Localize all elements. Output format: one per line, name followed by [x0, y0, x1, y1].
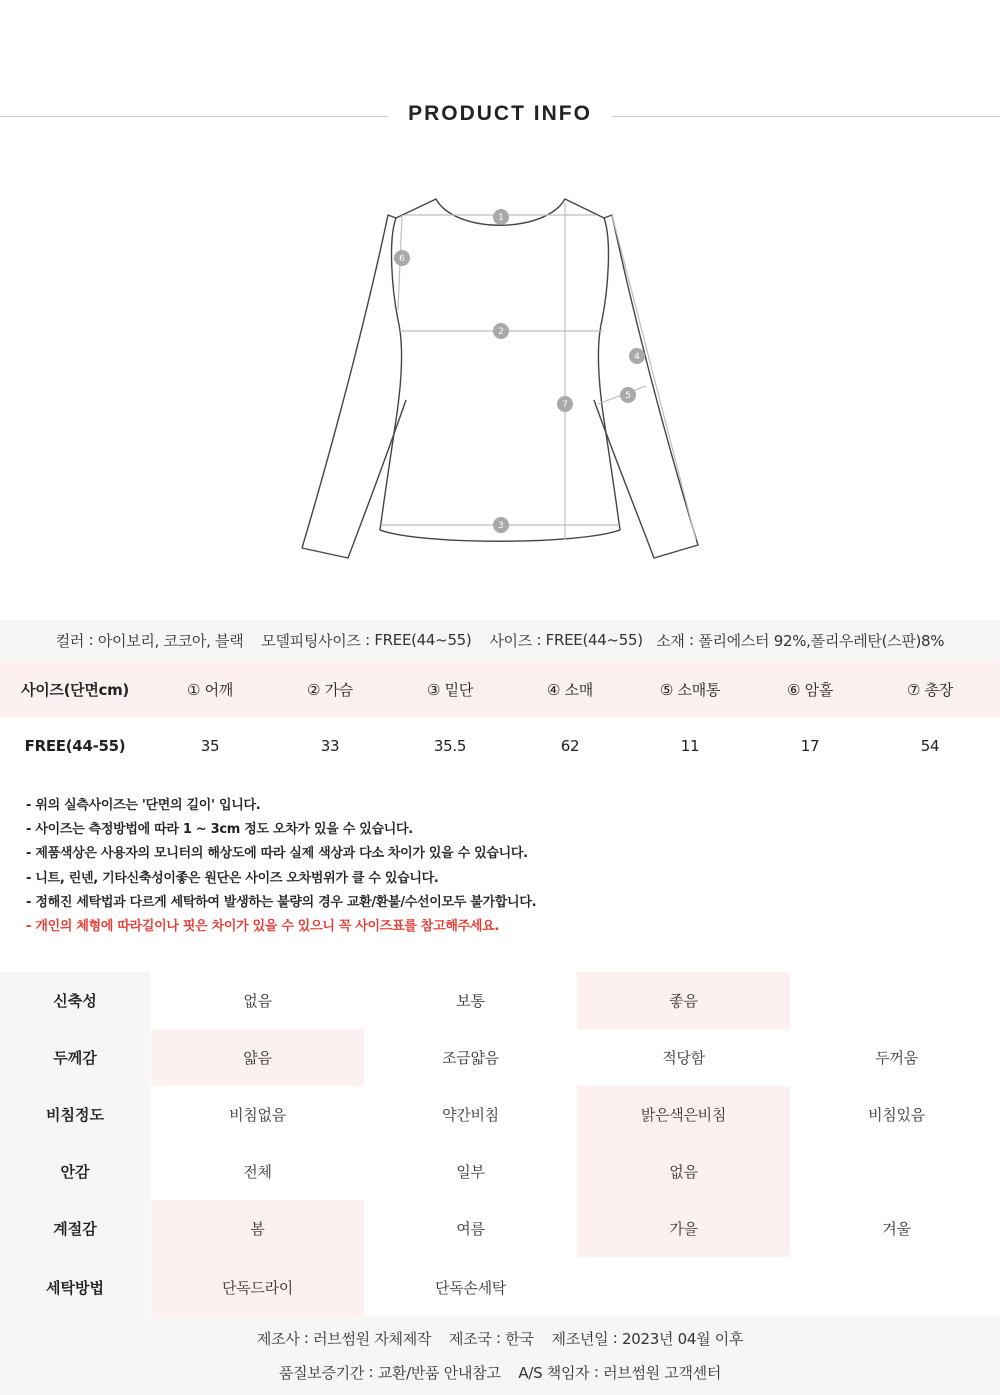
size-header-cell: ⑥ 암홀 [787, 680, 833, 699]
marker-5 [620, 387, 636, 403]
size-cell: 54 [920, 737, 940, 755]
attribute-option: 겨울 [882, 1220, 911, 1238]
marker-4 [629, 348, 645, 364]
note-item: - 제품색상은 사용자의 모니터의 해상도에 따라 실제 색상과 다소 차이가 있을 수 있습니다. [26, 846, 528, 862]
attribute-option: 두꺼움 [875, 1049, 918, 1067]
attribute-option: 단독드라이 [151, 1257, 364, 1317]
attribute-option [790, 1257, 1000, 1317]
size-notes [26, 794, 926, 939]
note-item: - 위의 실측사이즈는 '단면의 길이' 입니다. [26, 798, 261, 813]
manufacturer-footer [0, 1317, 1000, 1395]
title-divider-left [0, 116, 388, 117]
attribute-option: 약간비침 [442, 1106, 499, 1124]
footer-line-warranty: 품질보증기간 : 교환/반품 안내참고 A/S 책임자 : 러브썸원 고객센터 [278, 1363, 722, 1382]
size-label: 사이즈 [489, 631, 532, 650]
as-value: 러브썸원 고객센터 [603, 1363, 722, 1382]
fabric-attribute-table [0, 972, 1000, 1317]
note-item: - 사이즈는 측정방법에 따라 1 ~ 3cm 정도 오차가 있을 수 있습니다. [26, 822, 413, 838]
svg-text:6: 6 [399, 254, 405, 264]
attribute-option: 봄 [151, 1200, 364, 1257]
svg-text:5: 5 [625, 391, 631, 401]
svg-text:4: 4 [634, 352, 640, 362]
color-label: 컬러 [55, 631, 85, 650]
size-table-header [0, 660, 1000, 718]
note-item: - 니트, 린넨, 기타신축성이좋은 원단은 사이즈 오차범위가 클 수 있습니다. [26, 870, 439, 886]
measure-line-sleeve [612, 215, 696, 540]
material-label: 소재 [656, 631, 685, 650]
attribute-option: 여름 [456, 1220, 485, 1238]
size-value: FREE(44~55) [545, 631, 643, 649]
model-size-label: 모델피팅사이즈 [261, 631, 361, 650]
attribute-option [577, 1257, 790, 1317]
maker-value: 러브썸원 자체제작 [313, 1329, 432, 1348]
warranty-value: 교환/반품 안내참고 [377, 1363, 501, 1382]
attribute-option [790, 972, 1000, 1029]
size-header-cell: ④ 소매 [547, 680, 593, 699]
size-header-cell: ③ 밑단 [427, 680, 473, 699]
note-item: - 정해진 세탁법과 다르게 세탁하여 발생하는 불량의 경우 교환/환불/수선이모두 불가합니다. [26, 894, 537, 910]
footer-line-maker: 제조사 : 러브썸원 자체제작 제조국 : 한국 제조년일 : 2023년 04월 이후 [256, 1329, 744, 1348]
size-header-cell: 사이즈(단면cm) [21, 680, 129, 699]
title-divider-right [612, 116, 1000, 117]
attribute-option: 가을 [577, 1200, 790, 1257]
size-header-cell: ② 가슴 [307, 680, 353, 699]
country-label: 제조국 [448, 1329, 492, 1348]
attribute-row-sheerness [0, 1086, 1000, 1143]
attribute-row-washing [0, 1257, 1000, 1317]
size-cell: 35.5 [433, 737, 467, 755]
as-label: A/S 책임자 [518, 1363, 590, 1382]
warranty-label: 품질보증기간 [278, 1363, 365, 1382]
attribute-option: 좋음 [577, 972, 790, 1029]
attribute-option [790, 1143, 1000, 1200]
size-header-cell: ⑦ 총장 [907, 680, 953, 699]
svg-text:1: 1 [498, 213, 504, 223]
garment-outline [380, 199, 620, 541]
attribute-label: 계절감 [0, 1200, 150, 1257]
size-cell: 62 [560, 737, 580, 755]
attribute-row-season [0, 1200, 1000, 1257]
attribute-option: 밝은색은비침 [577, 1086, 790, 1143]
size-cell: FREE(44-55) [24, 737, 126, 755]
attribute-option: 얇음 [151, 1029, 364, 1086]
size-header-cell: ⑤ 소매통 [659, 680, 721, 699]
maker-label: 제조사 [256, 1329, 300, 1348]
attribute-label: 세탁방법 [0, 1257, 150, 1317]
attribute-option: 없음 [243, 992, 272, 1010]
marker-2 [493, 323, 509, 339]
attribute-label: 안감 [0, 1143, 150, 1200]
size-cell: 11 [680, 737, 700, 755]
attribute-option: 단독손세탁 [435, 1278, 506, 1297]
attribute-option: 전체 [243, 1163, 272, 1181]
marker-7 [557, 396, 573, 412]
attribute-label: 신축성 [0, 972, 150, 1029]
attribute-option: 없음 [577, 1143, 790, 1200]
date-value: 2023년 04월 이후 [622, 1329, 744, 1348]
page-title: PRODUCT INFO [408, 102, 592, 125]
note-warning: - 개인의 체형에 따라길이나 핏은 차이가 있을 수 있으니 꼭 사이즈표를 참고해주세요. [26, 919, 499, 935]
date-label: 제조년일 [551, 1329, 609, 1348]
marker-3 [493, 517, 509, 533]
size-header-cell: ① 어깨 [187, 680, 233, 699]
garment-measurement-diagram [290, 190, 710, 570]
attribute-option: 적당함 [662, 1049, 705, 1067]
attribute-option: 일부 [456, 1163, 485, 1181]
attribute-row-thickness [0, 1029, 1000, 1086]
size-cell: 35 [200, 737, 220, 755]
marker-1 [493, 209, 509, 225]
product-info-bar: 컬러 : 아이보리, 코코아, 블랙 모델피팅사이즈 : FREE(44~55) 사이즈 : FREE(44~55) 소재 : 폴리에스터 92%,폴리우레탄(스판)8% [0, 620, 1000, 660]
attribute-option: 보통 [456, 992, 485, 1010]
size-cell: 17 [800, 737, 820, 755]
attribute-row-stretch [0, 972, 1000, 1029]
model-size-value: FREE(44~55) [374, 631, 472, 649]
svg-text:7: 7 [562, 400, 568, 410]
attribute-row-lining [0, 1143, 1000, 1200]
country-value: 한국 [505, 1329, 534, 1348]
attribute-option: 비침있음 [868, 1106, 925, 1124]
section-title-row [0, 102, 1000, 130]
size-cell: 33 [320, 737, 340, 755]
table-row [0, 718, 1000, 774]
material-value: 폴리에스터 92%,폴리우레탄(스판)8% [698, 631, 945, 650]
left-sleeve-outline [302, 215, 406, 558]
color-value: 아이보리, 코코아, 블랙 [97, 631, 244, 650]
svg-text:3: 3 [498, 521, 504, 531]
size-table [0, 660, 1000, 774]
attribute-label: 비침정도 [0, 1086, 150, 1143]
attribute-option: 조금얇음 [442, 1049, 499, 1067]
marker-6 [394, 250, 410, 266]
attribute-option: 비침없음 [229, 1106, 286, 1124]
attribute-label: 두께감 [0, 1029, 150, 1086]
svg-text:2: 2 [498, 327, 504, 337]
